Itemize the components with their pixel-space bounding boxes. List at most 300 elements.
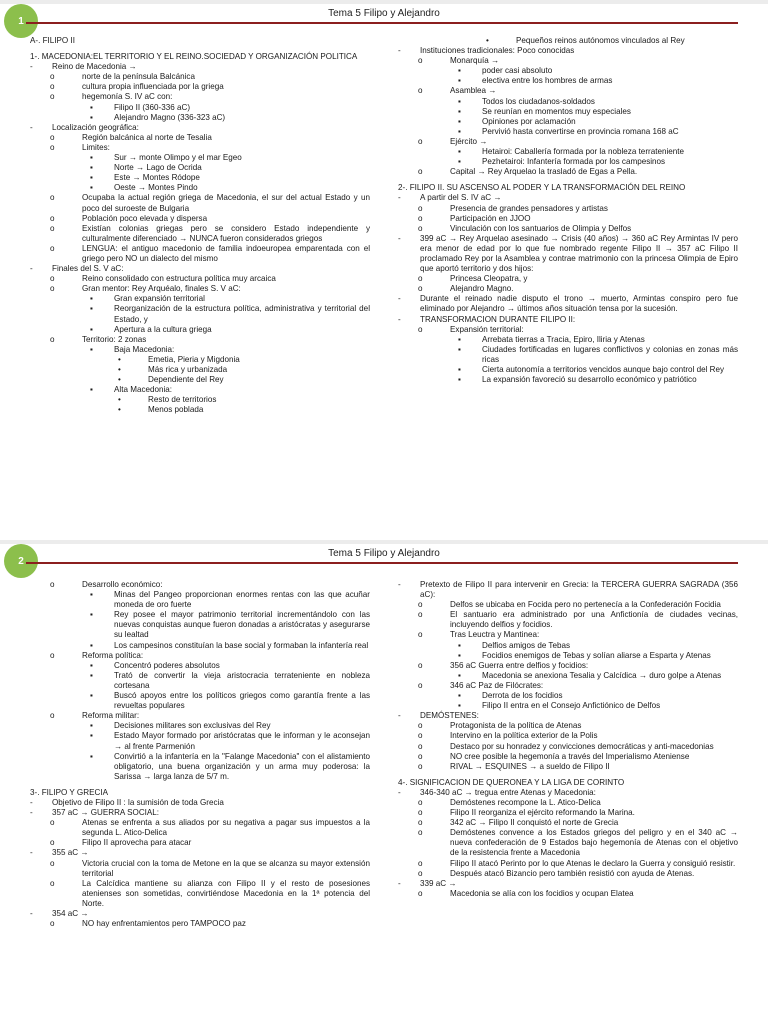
outline-text: Alejandro Magno (336-323 aC)	[114, 112, 226, 122]
outline-text: Focidios enemigos de Tebas y solían aliarse a Esparta y Atenas	[482, 650, 711, 660]
outline-text: Pequeños reinos autónomos vinculados al Rey	[516, 36, 685, 45]
bullet-marker: -	[398, 233, 401, 243]
outline-text: Filipo II entra en el Consejo Anfictiónico de Delfos	[482, 701, 661, 711]
bullet-marker: ▪	[458, 66, 461, 76]
outline-item	[398, 818, 738, 828]
outline-item	[398, 56, 738, 66]
outline-item	[30, 335, 370, 345]
outline-item	[398, 691, 738, 701]
outline-item	[398, 681, 738, 691]
outline-text: 356 aC Guerra entre delfios y focidios:	[450, 660, 589, 670]
bullet-marker: -	[398, 878, 401, 888]
right-column	[398, 36, 738, 385]
outline-item	[398, 204, 738, 214]
outline-text: Limites:	[82, 142, 110, 152]
bullet-marker: ▪	[90, 640, 93, 650]
bullet-marker: o	[418, 136, 423, 146]
outline-text: La expansión favoreció su desarrollo económico y patriótico	[482, 375, 697, 385]
outline-item	[398, 117, 738, 127]
page-number-badge: 2	[4, 544, 38, 578]
bullet-marker: -	[30, 264, 33, 274]
bullet-marker: o	[418, 741, 423, 751]
outline-text: Trató de convertir la vieja aristocracia terrateniente en nobleza cortesana	[114, 670, 370, 690]
document-page-2	[0, 540, 768, 1024]
outline-text: Filipo II aprovecha para atacar	[82, 838, 192, 848]
outline-text: Arrebata tierras a Tracia, Epiro, Iliria y Atenas	[482, 334, 645, 344]
outline-item	[398, 315, 738, 325]
outline-text: NO cree posible la hegemonía a través del Imperialismo Ateniense	[450, 751, 690, 761]
outline-text: Desarrollo económico:	[82, 580, 163, 589]
outline-text: El santuario era administrado por una Anfictionía de ciudades vecinas, incluyendo delfios y focidios.	[450, 610, 738, 630]
outline-text: Rey posee el mayor patrimonio territorial incrementándolo con las nuevas conquistas aunque fueron donadas a aristócratas y asegurarse su lealtad	[114, 610, 370, 640]
bullet-marker: ▪	[458, 670, 461, 680]
bullet-marker: o	[418, 828, 423, 838]
bullet-marker: •	[486, 36, 489, 45]
outline-item	[30, 274, 370, 284]
outline-item	[398, 284, 738, 294]
outline-text: Gran expansión territorial	[114, 294, 205, 304]
outline-item	[30, 355, 370, 365]
outline-item	[398, 86, 738, 96]
bullet-marker: o	[418, 751, 423, 761]
outline-text: Más rica y urbanizada	[148, 365, 228, 374]
right-column	[398, 580, 738, 899]
bullet-marker: o	[50, 818, 55, 828]
bullet-marker: -	[398, 314, 401, 324]
outline-text: Instituciones tradicionales: Poco conocidas	[420, 46, 575, 56]
outline-item	[30, 838, 370, 848]
outline-item	[30, 798, 370, 808]
outline-item	[30, 193, 370, 213]
bullet-marker: -	[398, 46, 401, 56]
outline-item	[30, 818, 370, 838]
bullet-marker: -	[30, 62, 33, 72]
bullet-marker: o	[418, 213, 423, 223]
outline-text: Oeste → Montes Pindo	[114, 183, 198, 193]
outline-item	[398, 731, 738, 741]
outline-item	[398, 107, 738, 117]
left-column	[30, 36, 370, 415]
bullet-marker: o	[50, 711, 55, 721]
outline-item	[30, 224, 370, 244]
outline-text: Pezhetairoi: Infantería formada por los campesinos	[482, 157, 666, 167]
outline-text: Resto de territorios	[148, 395, 217, 405]
bullet-marker: ▪	[458, 126, 461, 136]
outline-text: NO hay enfrentamientos pero TAMPOCO paz	[82, 919, 246, 929]
bullet-marker: ▪	[458, 375, 461, 385]
outline-item	[30, 113, 370, 123]
outline-item	[398, 671, 738, 681]
bullet-marker: o	[50, 580, 55, 589]
outline-text: Reino de Macedonia →	[52, 62, 137, 72]
bullet-marker: o	[50, 223, 55, 233]
outline-item	[398, 375, 738, 385]
bullet-marker: -	[398, 294, 401, 304]
bullet-marker: ▪	[458, 76, 461, 86]
outline-text: Gran mentor: Rey Arquéalo, finales S. V aC:	[82, 284, 241, 294]
outline-text: La Calcídica mantiene su alianza con Filipo II y el resto de posesiones atenienses son sometidas, convirtiéndose Macedonia en la 1ª potencia del Norte.	[82, 878, 370, 908]
bullet-marker: ▪	[458, 691, 461, 701]
bullet-marker: ▪	[458, 157, 461, 167]
section-heading: A-. FILIPO II	[30, 36, 75, 45]
outline-item	[30, 909, 370, 919]
outline-text: Destaco por su honradez y convicciones democráticas y anti-macedonias	[450, 741, 714, 751]
outline-item	[398, 157, 738, 167]
outline-item	[30, 284, 370, 294]
bullet-marker: o	[418, 56, 423, 66]
bullet-marker: ▪	[458, 147, 461, 157]
outline-text: Intervino en la política exterior de la Polis	[450, 731, 598, 741]
outline-item	[398, 701, 738, 711]
page-number-badge: 1	[4, 4, 38, 38]
outline-item	[30, 859, 370, 879]
outline-item	[30, 72, 370, 82]
outline-item	[30, 183, 370, 193]
bullet-marker: o	[50, 858, 55, 868]
outline-text: Princesa Cleopatra, y	[450, 274, 528, 284]
outline-text: 354 aC →	[52, 909, 89, 918]
bullet-marker: o	[418, 797, 423, 807]
outline-item	[398, 742, 738, 752]
outline-item	[398, 66, 738, 76]
outline-text: Convirtió a la infantería en la "Falange Macedonia" con el alistamiento obligatorio, una buena organización y un arma muy poderosa: la Sarissa → larga lanza de 5/7 m.	[114, 751, 370, 781]
outline-item	[398, 335, 738, 345]
bullet-marker: ▪	[458, 650, 461, 660]
outline-text: Población poco elevada y dispersa	[82, 213, 208, 223]
section-heading: 3-. FILIPO Y GRECIA	[30, 787, 108, 797]
outline-text: Alejandro Magno.	[450, 284, 514, 294]
bullet-marker: -	[30, 848, 33, 858]
bullet-marker: o	[418, 731, 423, 741]
outline-text: Decisiones militares son exclusivas del Rey	[114, 721, 271, 731]
outline-text: Buscó apoyos entre los políticos griegos como garantía frente a las revueltas populares	[114, 691, 370, 711]
bullet-marker: o	[418, 761, 423, 771]
bullet-marker: -	[398, 711, 401, 721]
outline-text: Expansión territorial:	[450, 324, 524, 334]
bullet-marker: -	[398, 787, 401, 797]
page-top-edge	[0, 0, 768, 4]
outline-text: Reorganización de la estructura política, administrativa y territorial del Estado, y	[114, 304, 370, 324]
bullet-marker: o	[418, 167, 423, 177]
bullet-marker: ▪	[90, 670, 93, 680]
outline-item	[30, 879, 370, 909]
outline-text: Menos poblada	[148, 405, 204, 415]
outline-item	[30, 153, 370, 163]
bullet-marker: -	[30, 797, 33, 807]
outline-text: poder casi absoluto	[482, 66, 553, 76]
outline-text: norte de la península Balcánica	[82, 72, 195, 82]
outline-text: Presencia de grandes pensadores y artistas	[450, 203, 608, 213]
bullet-marker: ▪	[90, 691, 93, 701]
outline-text: DEMÓSTENES:	[420, 711, 479, 721]
outline-item	[398, 641, 738, 651]
outline-text: Este → Montes Ródope	[114, 173, 200, 183]
bullet-marker: o	[418, 203, 423, 213]
outline-text: Alta Macedonia:	[114, 385, 173, 395]
bullet-marker: ▪	[90, 660, 93, 670]
outline-item	[30, 651, 370, 661]
outline-text: Participación en JJOO	[450, 213, 531, 223]
outline-text: Emetia, Pieria y Migdonia	[148, 354, 240, 364]
outline-item	[30, 62, 370, 72]
bullet-marker: ▪	[458, 96, 461, 106]
outline-item	[30, 661, 370, 671]
bullet-marker: ▪	[90, 590, 93, 600]
outline-item	[30, 808, 370, 818]
outline-text: 399 aC → Rey Arquelao asesinado → Crisis (40 años) → 360 aC Rey Armintas IV pero era menor de edad por lo que fue nombrado regente Filipo II → 357 aC Filipo II proclamado Rey por la Asamblea y contrae matrimonio con la princesa Olimpia de Epiro que aportó territorio y dos hijos:	[420, 233, 738, 274]
bullet-marker: o	[50, 284, 55, 294]
outline-text: cultura propia influenciada por la griega	[82, 82, 224, 92]
outline-item	[398, 752, 738, 762]
outline-item	[398, 274, 738, 284]
bullet-marker: o	[50, 92, 55, 102]
outline-item	[30, 264, 370, 274]
bullet-marker: ▪	[90, 324, 93, 334]
bullet-marker: o	[418, 600, 423, 610]
bullet-marker: ▪	[90, 751, 93, 761]
bullet-marker: o	[50, 243, 55, 253]
outline-text: Se reunían en momentos muy especiales	[482, 106, 631, 116]
outline-text: Reforma militar:	[82, 711, 140, 721]
outline-item	[30, 919, 370, 929]
outline-text: Ocupaba la actual región griega de Macedonia, el sur del actual Estado y un poco del suroeste de Bulgaria	[82, 193, 370, 213]
outline-item	[398, 580, 738, 600]
outline-item	[30, 92, 370, 102]
bullet-marker: ▪	[458, 334, 461, 344]
outline-item	[30, 385, 370, 395]
outline-text: 342 aC → Filipo II conquistó el norte de Grecia	[450, 818, 619, 828]
outline-item	[398, 711, 738, 721]
outline-text: Atenas se enfrenta a sus aliados por su negativa a pagar sus impuestos a la segunda L. Atico-Delica	[82, 818, 370, 838]
outline-text: Tras Leuctra y Mantinea:	[450, 630, 540, 640]
bullet-marker: o	[418, 223, 423, 233]
outline-text: Macedonia se anexiona Tesalia y Calcídica → duro golpe a Atenas	[482, 670, 722, 680]
bullet-marker: ▪	[90, 304, 93, 314]
outline-text: hegemonía S. IV aC con:	[82, 92, 173, 102]
outline-item	[398, 869, 738, 879]
outline-item	[398, 76, 738, 86]
outline-item	[30, 671, 370, 691]
outline-item	[30, 214, 370, 224]
bullet-marker: -	[398, 580, 401, 589]
bullet-marker: o	[418, 808, 423, 818]
outline-text: Región balcánica al norte de Tesalia	[82, 132, 212, 142]
outline-item	[30, 580, 370, 590]
bullet-marker: ▪	[90, 344, 93, 354]
outline-text: 346-340 aC → tregua entre Atenas y Macedonia:	[420, 787, 596, 797]
bullet-marker: o	[50, 72, 55, 82]
bullet-marker: ▪	[90, 385, 93, 395]
outline-text: Norte → Lago de Ocrida	[114, 163, 202, 173]
outline-text: Delfos se ubicaba en Focida pero no pertenecía a la Confederación Focidia	[450, 600, 721, 610]
outline-text: Los campesinos constituían la base social y formaban la infantería real	[114, 640, 369, 650]
outline-text: 346 aC Paz de Filócrates:	[450, 680, 544, 690]
outline-item	[30, 590, 370, 610]
outline-item	[398, 325, 738, 335]
outline-item	[30, 304, 370, 324]
outline-item	[30, 103, 370, 113]
bullet-marker: ▪	[458, 640, 461, 650]
outline-text: Protagonista de la política de Atenas	[450, 721, 582, 731]
bullet-marker: o	[418, 324, 423, 334]
outline-text: Filipo II (360-336 aC)	[114, 102, 191, 112]
outline-text: 339 aC →	[420, 878, 457, 888]
outline-text: LENGUA: el antiguo macedonio de familia indoeuropea emparentada con el griego pero NO un dialecto del mismo	[82, 243, 370, 263]
bullet-marker: -	[30, 122, 33, 132]
outline-text: Pervivió hasta convertirse en provincia romana 168 aC	[482, 126, 679, 136]
outline-text: Derrota de los focidios	[482, 691, 563, 701]
page-top-edge	[0, 540, 768, 544]
outline-text: Opiniones por aclamación	[482, 116, 576, 126]
bullet-marker: ▪	[90, 721, 93, 731]
outline-text: Macedonia se alía con los focidios y ocupan Elatea	[450, 888, 634, 898]
bullet-marker: ▪	[90, 163, 93, 173]
outline-item	[398, 167, 738, 177]
outline-text: Estado Mayor formado por aristócratas que le informan y le aconsejan → al frente Parmenión	[114, 731, 370, 751]
title-rule	[26, 22, 738, 24]
bullet-marker: •	[118, 354, 121, 364]
outline-item	[398, 137, 738, 147]
outline-item	[398, 661, 738, 671]
outline-item	[30, 641, 370, 651]
bullet-marker: o	[418, 680, 423, 690]
outline-text: Después atacó Bizancio pero también resistió con ayuda de Atenas.	[450, 868, 695, 878]
outline-text: Demóstenes recompone la L. Atico-Delica	[450, 797, 601, 807]
bullet-marker: •	[118, 405, 121, 415]
outline-item	[30, 752, 370, 782]
outline-item	[398, 721, 738, 731]
outline-text: 357 aC → GUERRA SOCIAL:	[52, 808, 160, 818]
bullet-marker: o	[418, 630, 423, 640]
bullet-marker: o	[418, 274, 423, 284]
outline-item	[398, 630, 738, 640]
section-heading: 2-. FILIPO II. SU ASCENSO AL PODER Y LA TRANSFORMACIÓN DEL REINO	[398, 183, 686, 193]
bullet-marker: o	[418, 858, 423, 868]
bullet-marker: ▪	[90, 731, 93, 741]
outline-item	[398, 889, 738, 899]
outline-text: Territorio: 2 zonas	[82, 334, 147, 344]
bullet-marker: -	[398, 193, 401, 203]
bullet-marker: o	[50, 334, 55, 344]
outline-text: 355 aC →	[52, 848, 89, 858]
bullet-marker: o	[50, 650, 55, 660]
outline-item	[398, 224, 738, 234]
outline-item	[398, 345, 738, 365]
outline-item	[398, 828, 738, 858]
outline-item	[30, 143, 370, 153]
outline-text: Ejército →	[450, 136, 488, 146]
outline-text: Apertura a la cultura griega	[114, 324, 212, 334]
section-heading: 4-. SIGNIFICACION DE QUERONEA Y LA LIGA DE CORINTO	[398, 777, 625, 787]
outline-item	[398, 193, 738, 203]
bullet-marker: o	[418, 721, 423, 731]
bullet-marker: o	[50, 878, 55, 888]
outline-item	[398, 859, 738, 869]
bullet-marker: ▪	[458, 344, 461, 354]
outline-item	[398, 234, 738, 274]
outline-item	[398, 762, 738, 772]
outline-text: Durante el reinado nadie disputo el trono → muerto, Armintas conspiro pero fue eliminado por Alejandro → últimos años situación tensa por la sucesión.	[420, 294, 738, 314]
bullet-marker: o	[50, 919, 55, 929]
outline-item	[30, 365, 370, 375]
outline-text: Vinculación con los santuarios de Olimpia y Delfos	[450, 223, 632, 233]
outline-text: Finales del S. V aC:	[52, 264, 124, 274]
bullet-marker: ▪	[90, 112, 93, 122]
bullet-marker: o	[418, 888, 423, 898]
outline-text: Sur → monte Olimpo y el mar Egeo	[114, 153, 242, 163]
outline-item	[398, 651, 738, 661]
page-title: Tema 5 Filipo y Alejandro	[328, 8, 440, 19]
outline-text: Minas del Pangeo proporcionan enormes rentas con las que acuñar moneda de oro fuerte	[114, 590, 370, 610]
bullet-marker: •	[118, 365, 121, 374]
page-title: Tema 5 Filipo y Alejandro	[328, 548, 440, 559]
section-heading: 1-. MACEDONIA:EL TERRITORIO Y EL REINO.SOCIEDAD Y ORGANIZACIÓN POLITICA	[30, 52, 358, 62]
outline-item	[398, 808, 738, 818]
bullet-marker: •	[118, 375, 121, 385]
bullet-marker: ▪	[90, 610, 93, 620]
outline-item	[30, 133, 370, 143]
bullet-marker: o	[418, 86, 423, 96]
outline-item	[30, 691, 370, 711]
outline-text: Victoria crucial con la toma de Metone en la que se alcanza su mayor extensión territorial	[82, 858, 370, 878]
bullet-marker: -	[30, 909, 33, 918]
bullet-marker: ▪	[458, 116, 461, 126]
outline-text: Monarquía →	[450, 56, 500, 66]
outline-item	[398, 97, 738, 107]
bullet-marker: o	[418, 284, 423, 294]
outline-item	[398, 127, 738, 137]
title-rule	[26, 562, 738, 564]
outline-text: Localización geográfica:	[52, 122, 139, 132]
bullet-marker: ▪	[90, 173, 93, 183]
outline-item	[30, 163, 370, 173]
outline-text: Dependiente del Rey	[148, 375, 224, 385]
bullet-marker: o	[418, 610, 423, 620]
outline-text: TRANSFORMACION DURANTE FILIPO II:	[420, 314, 576, 324]
outline-text: Hetairoi: Caballería formada por la nobleza terrateniente	[482, 147, 685, 157]
bullet-marker: o	[418, 868, 423, 878]
outline-item	[398, 879, 738, 889]
outline-item	[398, 610, 738, 630]
outline-item	[30, 610, 370, 640]
bullet-marker: ▪	[90, 294, 93, 304]
outline-item	[30, 82, 370, 92]
outline-text: Concentró poderes absolutos	[114, 660, 220, 670]
outline-item	[398, 147, 738, 157]
outline-text: Delfios amigos de Tebas	[482, 640, 571, 650]
outline-text: RIVAL → ESQUINES → a sueldo de Filipo II	[450, 761, 610, 771]
outline-text: Capital → Rey Arquelao la trasladó de Egas a Pella.	[450, 167, 638, 177]
outline-item	[30, 731, 370, 751]
outline-item	[398, 214, 738, 224]
outline-item	[30, 375, 370, 385]
outline-text: Demóstenes convence a los Estados griegos del peligro y en el 340 aC → nueva confederación de 9 Estados bajo hegemonía de Atenas con el objetivo de la resistencia frente a Macedonia	[450, 828, 738, 858]
bullet-marker: o	[50, 213, 55, 223]
bullet-marker: o	[50, 142, 55, 152]
outline-item	[30, 395, 370, 405]
bullet-marker: o	[50, 838, 55, 848]
outline-item	[30, 405, 370, 415]
outline-text: Existían colonias griegas pero se considero Estado independiente y culturalmente diferenciado → NUNCA fueron considerados griegos	[82, 223, 370, 243]
bullet-marker: ▪	[90, 102, 93, 112]
outline-item	[30, 173, 370, 183]
bullet-marker: ▪	[90, 153, 93, 163]
bullet-marker: -	[30, 808, 33, 818]
outline-item	[398, 600, 738, 610]
outline-item	[30, 294, 370, 304]
bullet-marker: o	[50, 274, 55, 284]
outline-text: electiva entre los hombres de armas	[482, 76, 613, 86]
